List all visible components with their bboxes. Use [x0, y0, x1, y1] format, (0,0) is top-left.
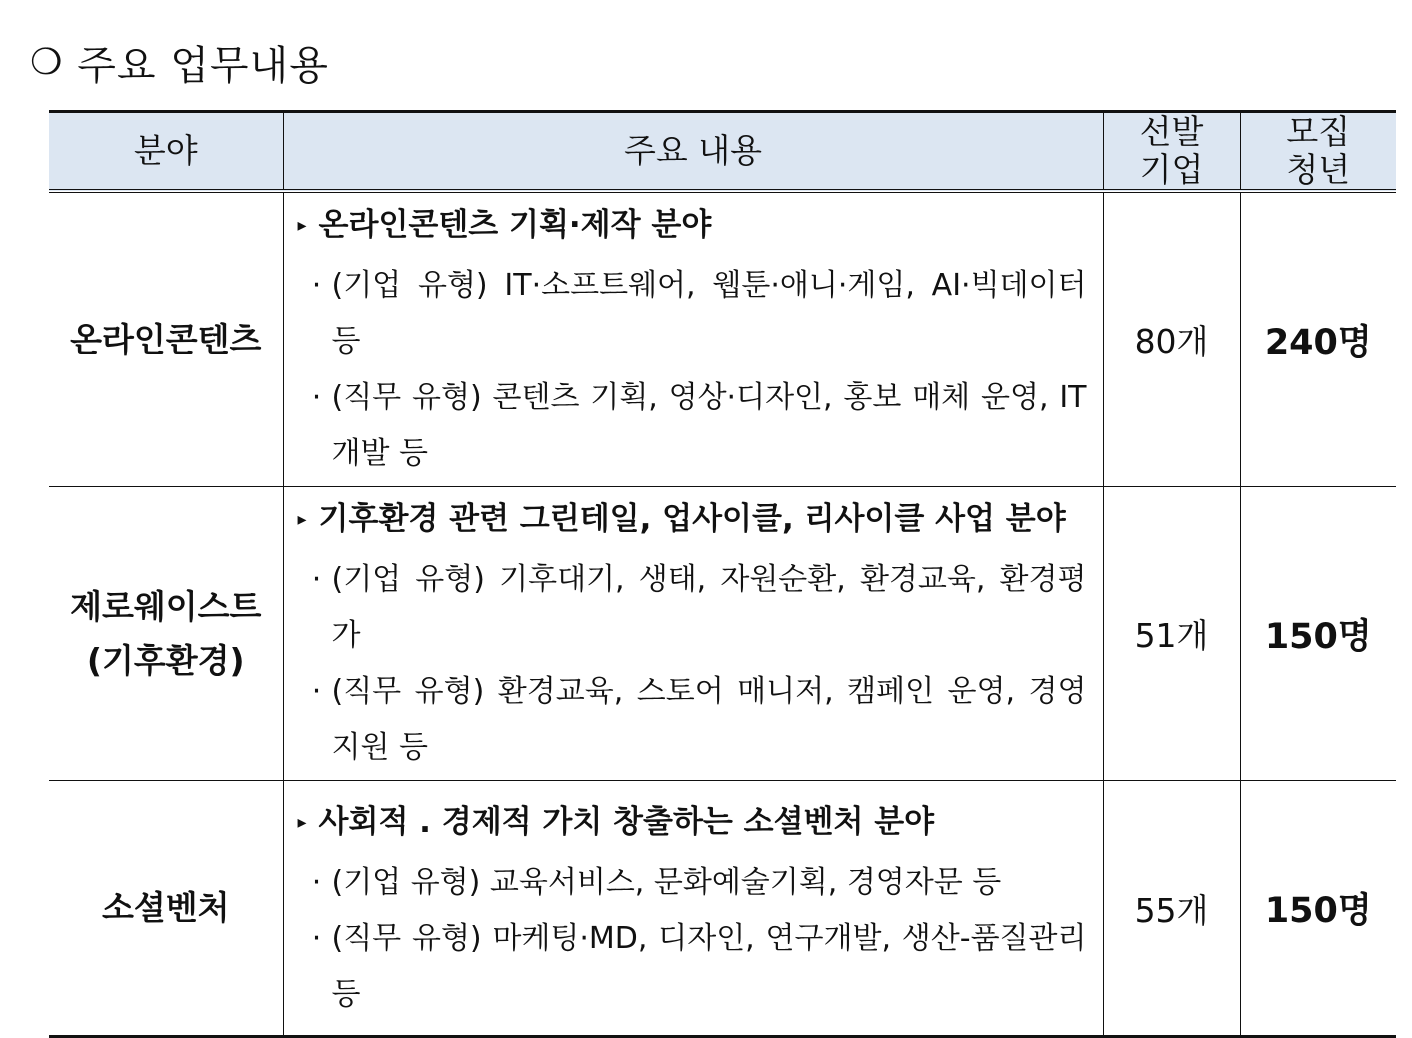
table-row	[49, 487, 1396, 781]
field-cell: 소셜벤처	[49, 781, 283, 1037]
header-companies: 선발 기업	[1103, 112, 1240, 192]
content-cell	[283, 487, 1103, 781]
header-youth: 모집 청년	[1240, 112, 1396, 192]
list-item: · (기업 유형) 교육서비스, 문화예술기획, 경영자문 등	[298, 855, 1087, 911]
list-item: · (직무 유형) 콘텐츠 기획, 영상·디자인, 홍보 매체 운영, IT개발 등	[298, 370, 1087, 482]
companies-cell: 80개	[1103, 191, 1240, 487]
section-heading	[30, 34, 329, 90]
table-row	[49, 781, 1396, 1037]
category-title: ▸ 기후환경 관련 그린테일, 업사이클, 리사이클 사업 분야	[297, 501, 1066, 537]
category-title: ▸ 사회적 . 경제적 가치 창출하는 소셜벤처 분야	[297, 803, 935, 840]
dot-bullet-icon: ·	[311, 920, 322, 956]
triangle-bullet-icon: ▸	[297, 811, 307, 833]
list-item: · (직무 유형) 마케팅·MD, 디자인, 연구개발, 생산-품질관리 등	[298, 911, 1087, 1023]
dot-bullet-icon: ·	[311, 562, 322, 597]
youth-cell: 150명	[1240, 781, 1396, 1037]
content-cell	[283, 191, 1103, 487]
triangle-bullet-icon: ▸	[297, 509, 307, 530]
circle-bullet-icon: ❍	[30, 41, 64, 83]
header-field: 분야	[49, 112, 283, 192]
dot-bullet-icon: ·	[311, 674, 322, 709]
dot-bullet-icon: ·	[311, 864, 322, 900]
header-content: 주요 내용	[283, 112, 1103, 192]
youth-cell: 150명	[1240, 487, 1396, 781]
category-title: ▸ 온라인콘텐츠 기획·제작 분야	[297, 207, 712, 243]
list-item: · (직무 유형) 환경교육, 스토어 매니저, 캠페인 운영, 경영지원 등	[298, 664, 1087, 776]
dot-bullet-icon: ·	[311, 268, 322, 303]
work-content-table	[49, 110, 1396, 1038]
companies-cell: 51개	[1103, 487, 1240, 781]
companies-cell: 55개	[1103, 781, 1240, 1037]
field-cell: 온라인콘텐츠	[49, 191, 283, 487]
table-header-row	[49, 112, 1396, 192]
field-cell: 제로웨이스트 (기후환경)	[49, 487, 283, 781]
section-heading-text: 주요 업무내용	[77, 42, 329, 89]
table-row	[49, 191, 1396, 487]
list-item: · (기업 유형) 기후대기, 생태, 자원순환, 환경교육, 환경평가	[298, 552, 1087, 664]
dot-bullet-icon: ·	[311, 380, 322, 415]
triangle-bullet-icon: ▸	[297, 215, 307, 236]
list-item: · (기업 유형) IT·소프트웨어, 웹툰·애니·게임, AI·빅데이터 등	[298, 258, 1087, 370]
content-cell	[283, 781, 1103, 1037]
youth-cell: 240명	[1240, 191, 1396, 487]
